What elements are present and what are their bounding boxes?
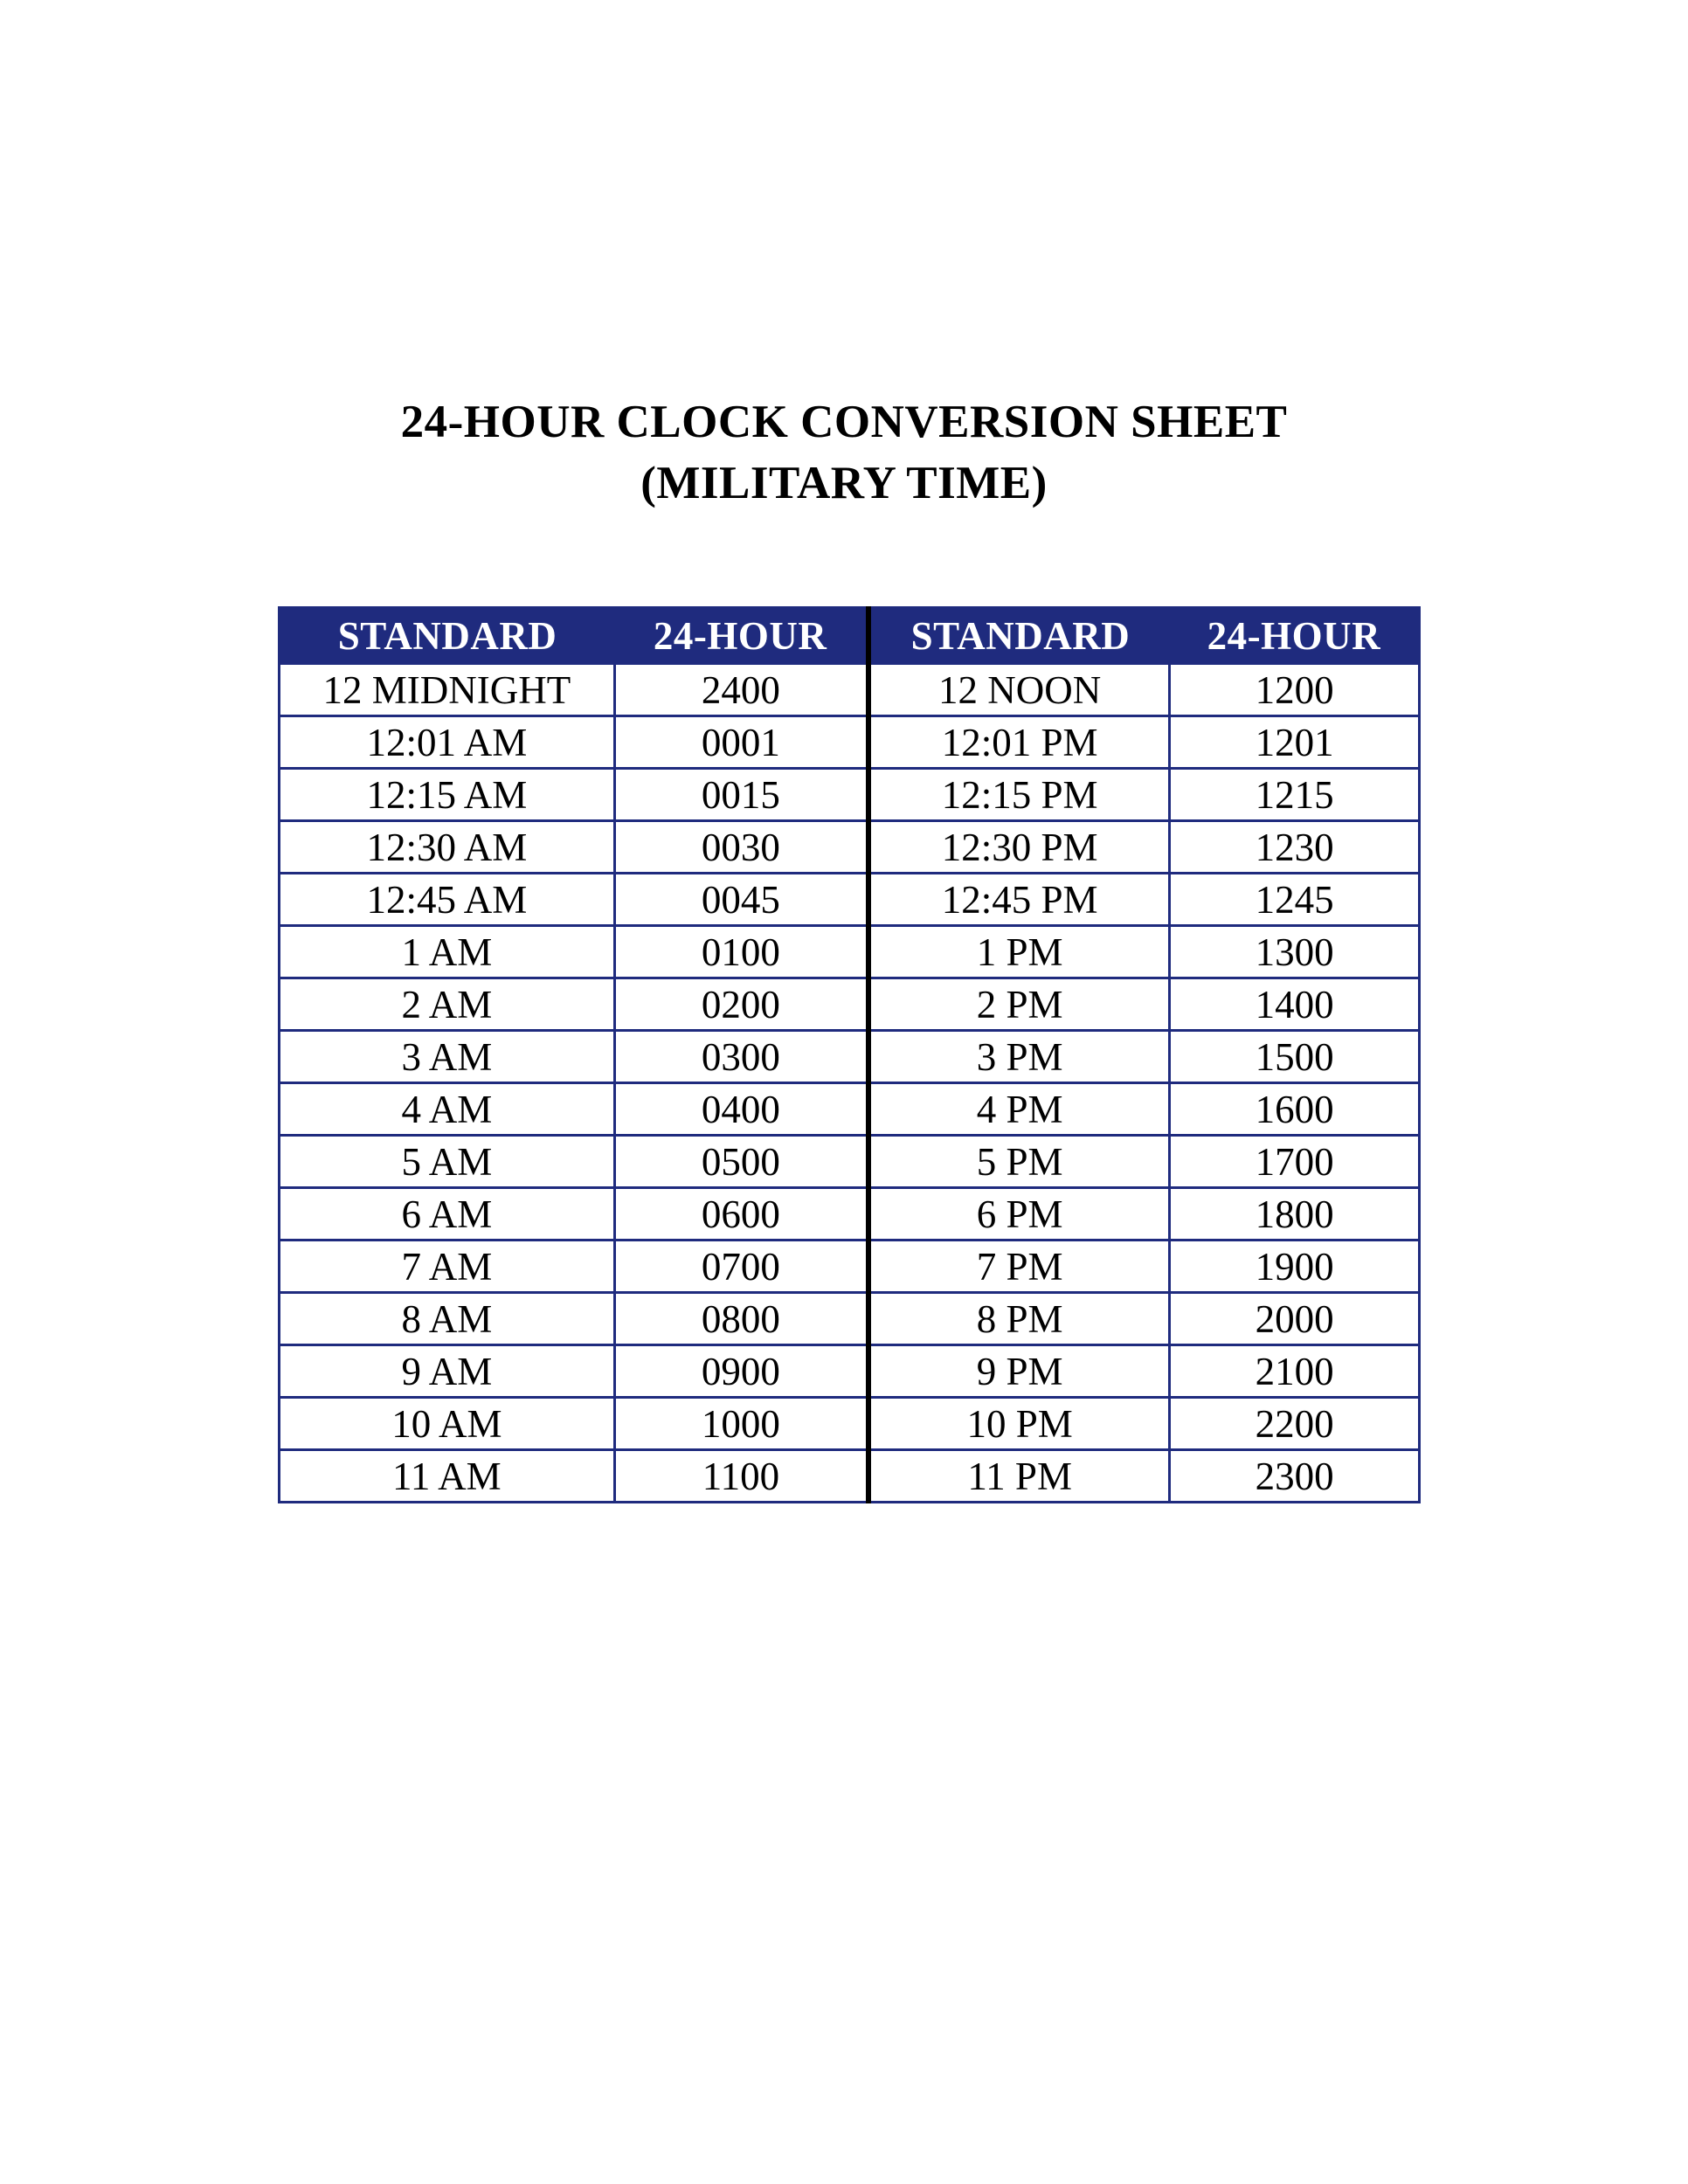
military-time-cell: 0300	[614, 1031, 868, 1083]
standard-time-cell: 11 PM	[868, 1450, 1170, 1503]
table-row	[280, 821, 1420, 874]
standard-time-cell: 6 AM	[280, 1188, 615, 1241]
header-standard-right: STANDARD	[868, 608, 1170, 664]
military-time-cell: 0001	[614, 716, 868, 769]
military-time-cell: 1800	[1170, 1188, 1420, 1241]
table-row	[280, 664, 1420, 716]
standard-time-cell: 8 PM	[868, 1293, 1170, 1345]
table-row	[280, 926, 1420, 978]
military-time-cell: 0400	[614, 1083, 868, 1136]
page-title-line2: (MILITARY TIME)	[640, 458, 1048, 508]
table-row	[280, 1241, 1420, 1293]
standard-time-cell: 9 AM	[280, 1345, 615, 1398]
standard-time-cell: 12:30 PM	[868, 821, 1170, 874]
military-time-cell: 0015	[614, 769, 868, 821]
standard-time-cell: 6 PM	[868, 1188, 1170, 1241]
military-time-cell: 1230	[1170, 821, 1420, 874]
standard-time-cell: 4 AM	[280, 1083, 615, 1136]
standard-time-cell: 2 AM	[280, 978, 615, 1031]
military-time-cell: 0500	[614, 1136, 868, 1188]
conversion-table-body	[280, 664, 1420, 1503]
military-time-cell: 2300	[1170, 1450, 1420, 1503]
military-time-cell: 0030	[614, 821, 868, 874]
standard-time-cell: 11 AM	[280, 1450, 615, 1503]
military-time-cell: 1300	[1170, 926, 1420, 978]
military-time-cell: 1000	[614, 1398, 868, 1450]
table-row	[280, 1136, 1420, 1188]
table-row	[280, 1031, 1420, 1083]
military-time-cell: 1500	[1170, 1031, 1420, 1083]
table-row	[280, 1345, 1420, 1398]
military-time-cell: 1215	[1170, 769, 1420, 821]
standard-time-cell: 12 NOON	[868, 664, 1170, 716]
standard-time-cell: 12:45 AM	[280, 874, 615, 926]
table-row	[280, 1083, 1420, 1136]
standard-time-cell: 7 AM	[280, 1241, 615, 1293]
military-time-cell: 0100	[614, 926, 868, 978]
standard-time-cell: 4 PM	[868, 1083, 1170, 1136]
standard-time-cell: 1 PM	[868, 926, 1170, 978]
header-row	[280, 608, 1420, 664]
standard-time-cell: 9 PM	[868, 1345, 1170, 1398]
standard-time-cell: 12:45 PM	[868, 874, 1170, 926]
table-row	[280, 769, 1420, 821]
military-time-cell: 1600	[1170, 1083, 1420, 1136]
standard-time-cell: 3 AM	[280, 1031, 615, 1083]
standard-time-cell: 8 AM	[280, 1293, 615, 1345]
conversion-table-header	[280, 608, 1420, 664]
standard-time-cell: 10 PM	[868, 1398, 1170, 1450]
table-row	[280, 1188, 1420, 1241]
military-time-cell: 0900	[614, 1345, 868, 1398]
military-time-cell: 2000	[1170, 1293, 1420, 1345]
standard-time-cell: 12:01 AM	[280, 716, 615, 769]
military-time-cell: 0800	[614, 1293, 868, 1345]
standard-time-cell: 12:15 PM	[868, 769, 1170, 821]
table-row	[280, 1450, 1420, 1503]
military-time-cell: 2400	[614, 664, 868, 716]
standard-time-cell: 7 PM	[868, 1241, 1170, 1293]
header-standard-left: STANDARD	[280, 608, 615, 664]
header-24hour-left: 24-HOUR	[614, 608, 868, 664]
table-row	[280, 978, 1420, 1031]
military-time-cell: 1900	[1170, 1241, 1420, 1293]
page-title-line1: 24-HOUR CLOCK CONVERSION SHEET	[400, 397, 1288, 447]
table-row	[280, 716, 1420, 769]
page-title	[0, 391, 1688, 514]
standard-time-cell: 12:30 AM	[280, 821, 615, 874]
military-time-cell: 0200	[614, 978, 868, 1031]
standard-time-cell: 5 AM	[280, 1136, 615, 1188]
military-time-cell: 2200	[1170, 1398, 1420, 1450]
table-row	[280, 874, 1420, 926]
standard-time-cell: 10 AM	[280, 1398, 615, 1450]
military-time-cell: 1245	[1170, 874, 1420, 926]
military-time-cell: 1700	[1170, 1136, 1420, 1188]
military-time-cell: 0600	[614, 1188, 868, 1241]
military-time-cell: 2100	[1170, 1345, 1420, 1398]
standard-time-cell: 12:01 PM	[868, 716, 1170, 769]
standard-time-cell: 3 PM	[868, 1031, 1170, 1083]
standard-time-cell: 1 AM	[280, 926, 615, 978]
table-row	[280, 1293, 1420, 1345]
standard-time-cell: 12:15 AM	[280, 769, 615, 821]
conversion-table	[278, 606, 1421, 1503]
standard-time-cell: 5 PM	[868, 1136, 1170, 1188]
military-time-cell: 1100	[614, 1450, 868, 1503]
military-time-cell: 0045	[614, 874, 868, 926]
military-time-cell: 1400	[1170, 978, 1420, 1031]
military-time-cell: 1200	[1170, 664, 1420, 716]
standard-time-cell: 12 MIDNIGHT	[280, 664, 615, 716]
header-24hour-right: 24-HOUR	[1170, 608, 1420, 664]
standard-time-cell: 2 PM	[868, 978, 1170, 1031]
table-row	[280, 1398, 1420, 1450]
military-time-cell: 1201	[1170, 716, 1420, 769]
military-time-cell: 0700	[614, 1241, 868, 1293]
